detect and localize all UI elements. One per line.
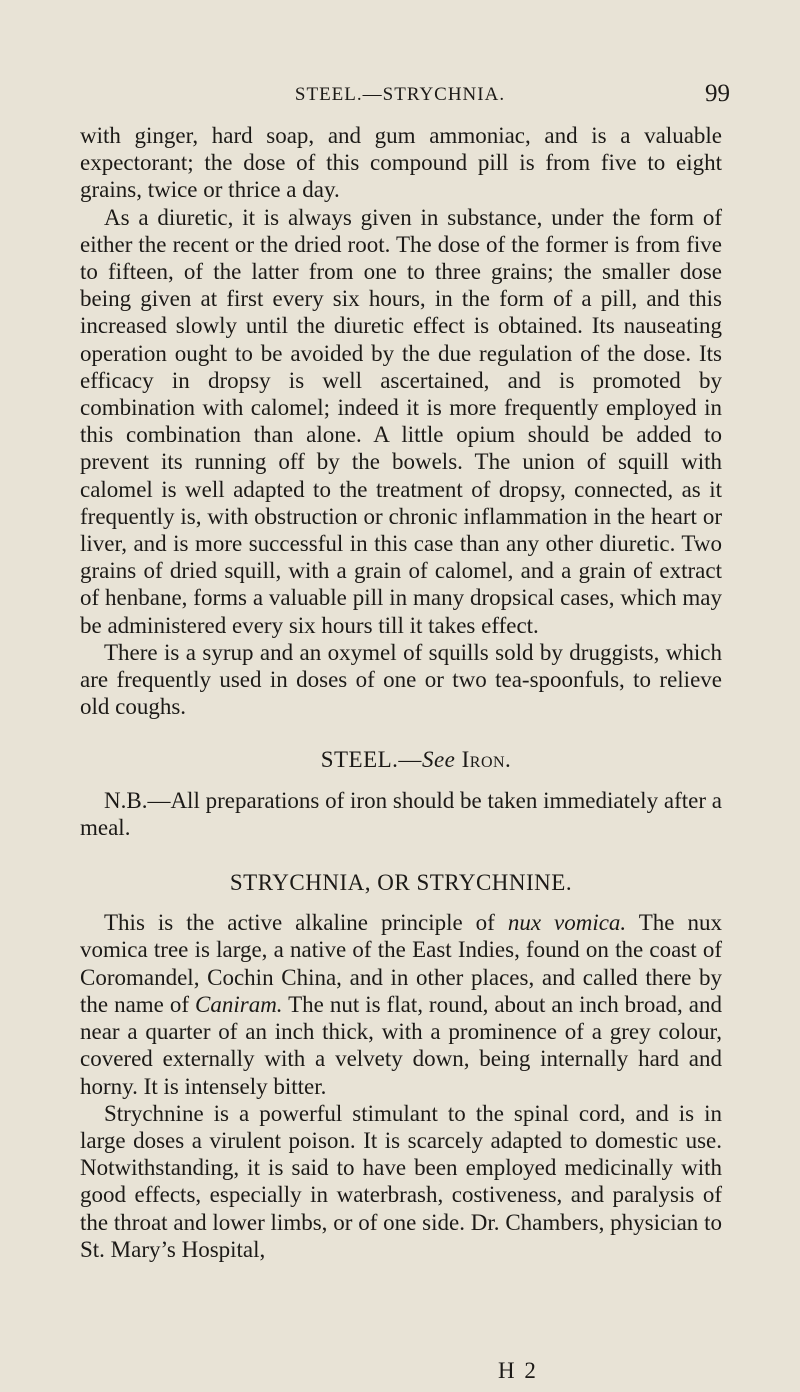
steel-note: N.B.—All preparations of iron should be taken immediately after a meal.	[80, 787, 722, 840]
page-number: 99	[705, 80, 730, 107]
strychnia-p1-part-c: The nut is flat, round, about an inch broad, and near a quarter of an inch thick, with a prominence of a grey colour, covered externally with a velvety down, being internally hard and horny. It is intensely bitter.	[80, 991, 722, 1099]
squill-paragraph-1: with ginger, hard soap, and gum ammoniac, and is a valuable expectorant; the dose of this compound pill is from five to eight grains, twice or thrice a day.	[80, 123, 722, 203]
steel-heading-title: STEEL.—	[320, 747, 422, 773]
strychnia-paragraph-1	[80, 909, 722, 1099]
nux-vomica-term: nux vomica.	[507, 910, 627, 936]
steel-heading	[80, 746, 722, 773]
strychnia-p1-part-b: The nux vomica tree is large, a native of the East Indies, found on the coast of Coromandel, Cochin China, and in other places, and called there by the name of	[80, 910, 722, 1017]
caniram-term: Caniram.	[195, 991, 283, 1017]
running-head: STEEL.—STRYCHNIA.	[294, 84, 506, 105]
strychnia-paragraph-2: Strychnine is a powerful stimulant to the spinal cord, and is in large doses a virulent poison. It is scarcely adapted to domestic use. Notwithstanding, it is said to have been employed medicinally with good effects, especially in waterbrash, costiveness, and paralysis of the throat and lower limbs, or of one side. Dr. Chambers, physician to St. Mary’s Hospital,	[80, 1100, 722, 1262]
steel-heading-see: See	[421, 747, 456, 773]
steel-heading-reference: Iron.	[461, 747, 512, 773]
signature-mark: H 2	[498, 1358, 538, 1383]
strychnia-p1-part-a: This is the active alkaline principle of	[104, 910, 508, 936]
squill-paragraph-3: There is a syrup and an oxymel of squills sold by druggists, which are frequently used in doses of one or two tea-spoonfuls, to relieve old coughs.	[80, 639, 722, 720]
squill-paragraph-2: As a diuretic, it is always given in substance, under the form of either the recent or the dried root. The dose of the former is from five to fifteen, of the latter from one to three grains; the smaller dose being given at first every six hours, in the form of a pill, and this increased slowly until the diuretic effect is obtained. Its nauseating operation ought to be avoided by the due regulation of the dose. Its efficacy in dropsy is well ascertained, and is promoted by combination with calomel; indeed it is more frequently employed in this combination than alone. A little opium should be added to prevent its running off by the bowels. The union of squill with calomel is well adapted to the treatment of dropsy, connected, as it frequently is, with obstruction or chronic inflammation in the heart or liver, and is more successful in this case than any other diuretic. Two grains of dried squill, with a grain of calomel, and a grain of extract of henbane, forms a valuable pill in many dropsical cases, which may be administered every six hours till it takes effect.	[80, 204, 722, 638]
strychnia-heading: STRYCHNIA, OR STRYCHNINE.	[229, 870, 573, 896]
body-text	[80, 122, 722, 1263]
